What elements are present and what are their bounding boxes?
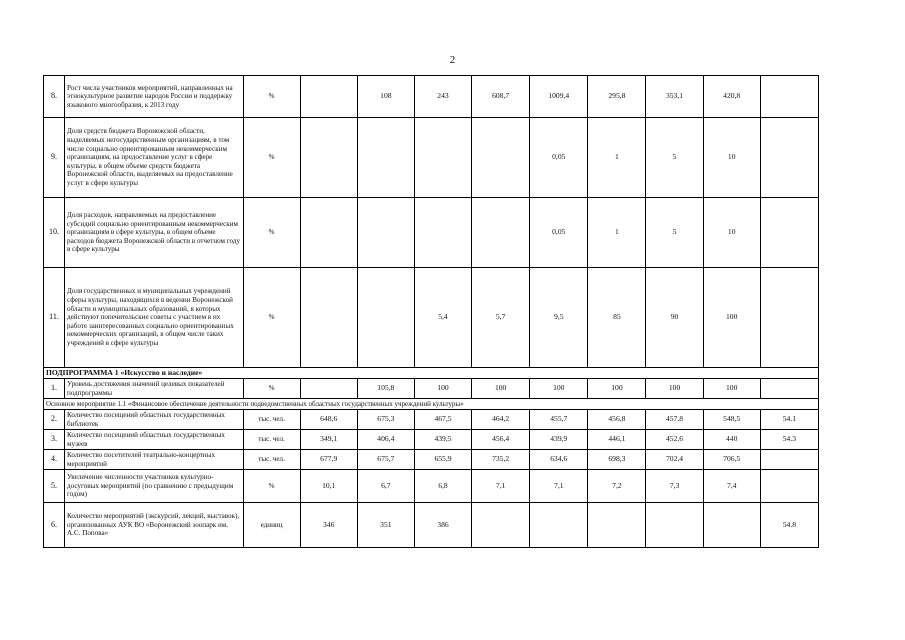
- value-cell: 677,9: [300, 450, 357, 470]
- value-cell: 243: [414, 76, 471, 118]
- value-cell: 100: [414, 379, 471, 399]
- value-cell: 406,4: [357, 430, 414, 450]
- value-cell: [357, 268, 414, 368]
- value-cell: 702,4: [646, 450, 703, 470]
- value-cell: [300, 268, 357, 368]
- value-cell: 0,05: [530, 198, 588, 268]
- value-cell: [760, 268, 818, 368]
- table-row: [44, 470, 819, 503]
- unit-cell: единиц: [243, 503, 300, 548]
- row-number: 8.: [44, 76, 65, 118]
- unit-cell: тыс. чел.: [243, 410, 300, 430]
- value-cell: 54.8: [760, 503, 818, 548]
- value-cell: 608,7: [472, 76, 530, 118]
- value-cell: [760, 198, 818, 268]
- value-cell: 1: [588, 198, 646, 268]
- value-cell: 7,1: [472, 470, 530, 503]
- row-number: 11.: [44, 268, 65, 368]
- indicator-name: Количество посещений областных государственных библиотек: [65, 410, 243, 430]
- value-cell: 698,3: [588, 450, 646, 470]
- indicator-name: Доля средств бюджета Воронежской области, выделяемых негосударственным организациям, в том числе социально ориентированным некоммерческим организациям, на предоставление услуг в сфере культуры, в общем объеме средств бюджета Воронежской области, выделяемых на предоставление услуг в сфере культуры: [65, 118, 243, 198]
- value-cell: 420,8: [703, 76, 760, 118]
- value-cell: 100: [530, 379, 588, 399]
- value-cell: [414, 198, 471, 268]
- value-cell: [760, 379, 818, 399]
- value-cell: 457,8: [646, 410, 703, 430]
- value-cell: [588, 503, 646, 548]
- value-cell: 634,6: [530, 450, 588, 470]
- value-cell: 90: [646, 268, 703, 368]
- value-cell: 648,6: [300, 410, 357, 430]
- value-cell: 455,7: [530, 410, 588, 430]
- value-cell: [300, 198, 357, 268]
- value-cell: 456,8: [588, 410, 646, 430]
- table-row: [44, 503, 819, 548]
- indicator-name: Количество посещений областных государственных музеев: [65, 430, 243, 450]
- value-cell: 10: [703, 198, 760, 268]
- row-number: 6.: [44, 503, 65, 548]
- unit-cell: %: [243, 118, 300, 198]
- value-cell: [646, 503, 703, 548]
- table-row: [44, 118, 819, 198]
- value-cell: 9,5: [530, 268, 588, 368]
- value-cell: 10: [703, 118, 760, 198]
- value-cell: 706,5: [703, 450, 760, 470]
- indicator-name: Уровень достижения значений целевых показателей подпрограммы: [65, 379, 243, 399]
- value-cell: [300, 76, 357, 118]
- section-row: [44, 368, 819, 379]
- indicator-name: Доля государственных и муниципальных учреждений сферы культуры, находящихся в ведении Воронежской области и муниципальных образований, в которых действуют попечительские советы с участием в их работе заинтересованных социально ориентированных некоммерческих организаций, в общем числе таких учреждений в сфере культуры: [65, 268, 243, 368]
- indicator-name: Увеличение численности участников культурно-досуговых мероприятий (по сравнению с предыдущим годом): [65, 470, 243, 503]
- value-cell: [760, 118, 818, 198]
- value-cell: 464,2: [472, 410, 530, 430]
- value-cell: [414, 118, 471, 198]
- value-cell: 54.1: [760, 410, 818, 430]
- value-cell: 675,7: [357, 450, 414, 470]
- subprogram-heading: ПОДПРОГРАММА 1 «Искусство и наследие»: [44, 368, 819, 379]
- unit-cell: %: [243, 470, 300, 503]
- value-cell: [703, 503, 760, 548]
- value-cell: 349,1: [300, 430, 357, 450]
- value-cell: 105,8: [357, 379, 414, 399]
- table-row: [44, 450, 819, 470]
- value-cell: [760, 450, 818, 470]
- value-cell: 10,1: [300, 470, 357, 503]
- page-number: 2: [449, 54, 456, 66]
- value-cell: 7,4: [703, 470, 760, 503]
- value-cell: 7,2: [588, 470, 646, 503]
- value-cell: 100: [588, 379, 646, 399]
- value-cell: 100: [703, 379, 760, 399]
- value-cell: 735,2: [472, 450, 530, 470]
- table-body: [44, 76, 819, 548]
- value-cell: 108: [357, 76, 414, 118]
- row-number: 10.: [44, 198, 65, 268]
- value-cell: [760, 470, 818, 503]
- row-number: 1.: [44, 379, 65, 399]
- value-cell: 439,9: [530, 430, 588, 450]
- row-number: 3.: [44, 430, 65, 450]
- table-row: [44, 410, 819, 430]
- value-cell: [300, 118, 357, 198]
- value-cell: [530, 503, 588, 548]
- table-row: [44, 268, 819, 368]
- indicator-name: Рост числа участников мероприятий, направленных на этнокультурное развитие народов России и поддержку языкового многообразия, к 2013 году: [65, 76, 243, 118]
- value-cell: [760, 76, 818, 118]
- row-number: 5.: [44, 470, 65, 503]
- table-row: [44, 430, 819, 450]
- table-row: [44, 76, 819, 118]
- unit-cell: %: [243, 268, 300, 368]
- table-row: [44, 379, 819, 399]
- value-cell: 6,8: [414, 470, 471, 503]
- indicator-name: Доля расходов, направляемых на предоставление субсидий социально ориентированным некоммерческим организациям в сфере культуры, в общем объеме расходов бюджета Воронежской области в отчетном году в сфере культуры: [65, 198, 243, 268]
- value-cell: 5,7: [472, 268, 530, 368]
- value-cell: 675,3: [357, 410, 414, 430]
- value-cell: 100: [472, 379, 530, 399]
- value-cell: 446,1: [588, 430, 646, 450]
- value-cell: 1: [588, 118, 646, 198]
- value-cell: 439,5: [414, 430, 471, 450]
- row-number: 2.: [44, 410, 65, 430]
- value-cell: [472, 118, 530, 198]
- value-cell: 346: [300, 503, 357, 548]
- value-cell: 467,5: [414, 410, 471, 430]
- value-cell: [357, 198, 414, 268]
- value-cell: 386: [414, 503, 471, 548]
- value-cell: 0,05: [530, 118, 588, 198]
- value-cell: [357, 118, 414, 198]
- value-cell: 440: [703, 430, 760, 450]
- measure-heading: Основное мероприятие 1.1 «Финансовое обеспечение деятельности подведомственных областных государственных учреждений культуры»: [44, 399, 819, 410]
- value-cell: 5: [646, 198, 703, 268]
- indicator-name: Количество посетителей театрально-концертных мероприятий: [65, 450, 243, 470]
- value-cell: [472, 503, 530, 548]
- unit-cell: тыс. чел.: [243, 430, 300, 450]
- value-cell: 54.3: [760, 430, 818, 450]
- value-cell: 100: [703, 268, 760, 368]
- value-cell: 5,4: [414, 268, 471, 368]
- value-cell: 456,4: [472, 430, 530, 450]
- value-cell: 295,8: [588, 76, 646, 118]
- unit-cell: %: [243, 76, 300, 118]
- table-row: [44, 198, 819, 268]
- value-cell: 100: [646, 379, 703, 399]
- row-number: 9.: [44, 118, 65, 198]
- value-cell: 85: [588, 268, 646, 368]
- value-cell: 452,6: [646, 430, 703, 450]
- value-cell: 548,5: [703, 410, 760, 430]
- value-cell: 7,1: [530, 470, 588, 503]
- value-cell: [472, 198, 530, 268]
- measure-row: [44, 399, 819, 410]
- value-cell: [300, 379, 357, 399]
- unit-cell: тыс. чел.: [243, 450, 300, 470]
- value-cell: 351: [357, 503, 414, 548]
- value-cell: 1009,4: [530, 76, 588, 118]
- unit-cell: %: [243, 379, 300, 399]
- value-cell: 7,3: [646, 470, 703, 503]
- indicator-name: Количество мероприятий (экскурсий, лекций, выставок), организованных АУК ВО «Воронежский зоопарк им. А.С. Попова»: [65, 503, 243, 548]
- row-number: 4.: [44, 450, 65, 470]
- unit-cell: %: [243, 198, 300, 268]
- indicators-table: [43, 75, 819, 548]
- value-cell: 353,1: [646, 76, 703, 118]
- value-cell: 5: [646, 118, 703, 198]
- value-cell: 6,7: [357, 470, 414, 503]
- value-cell: 655,9: [414, 450, 471, 470]
